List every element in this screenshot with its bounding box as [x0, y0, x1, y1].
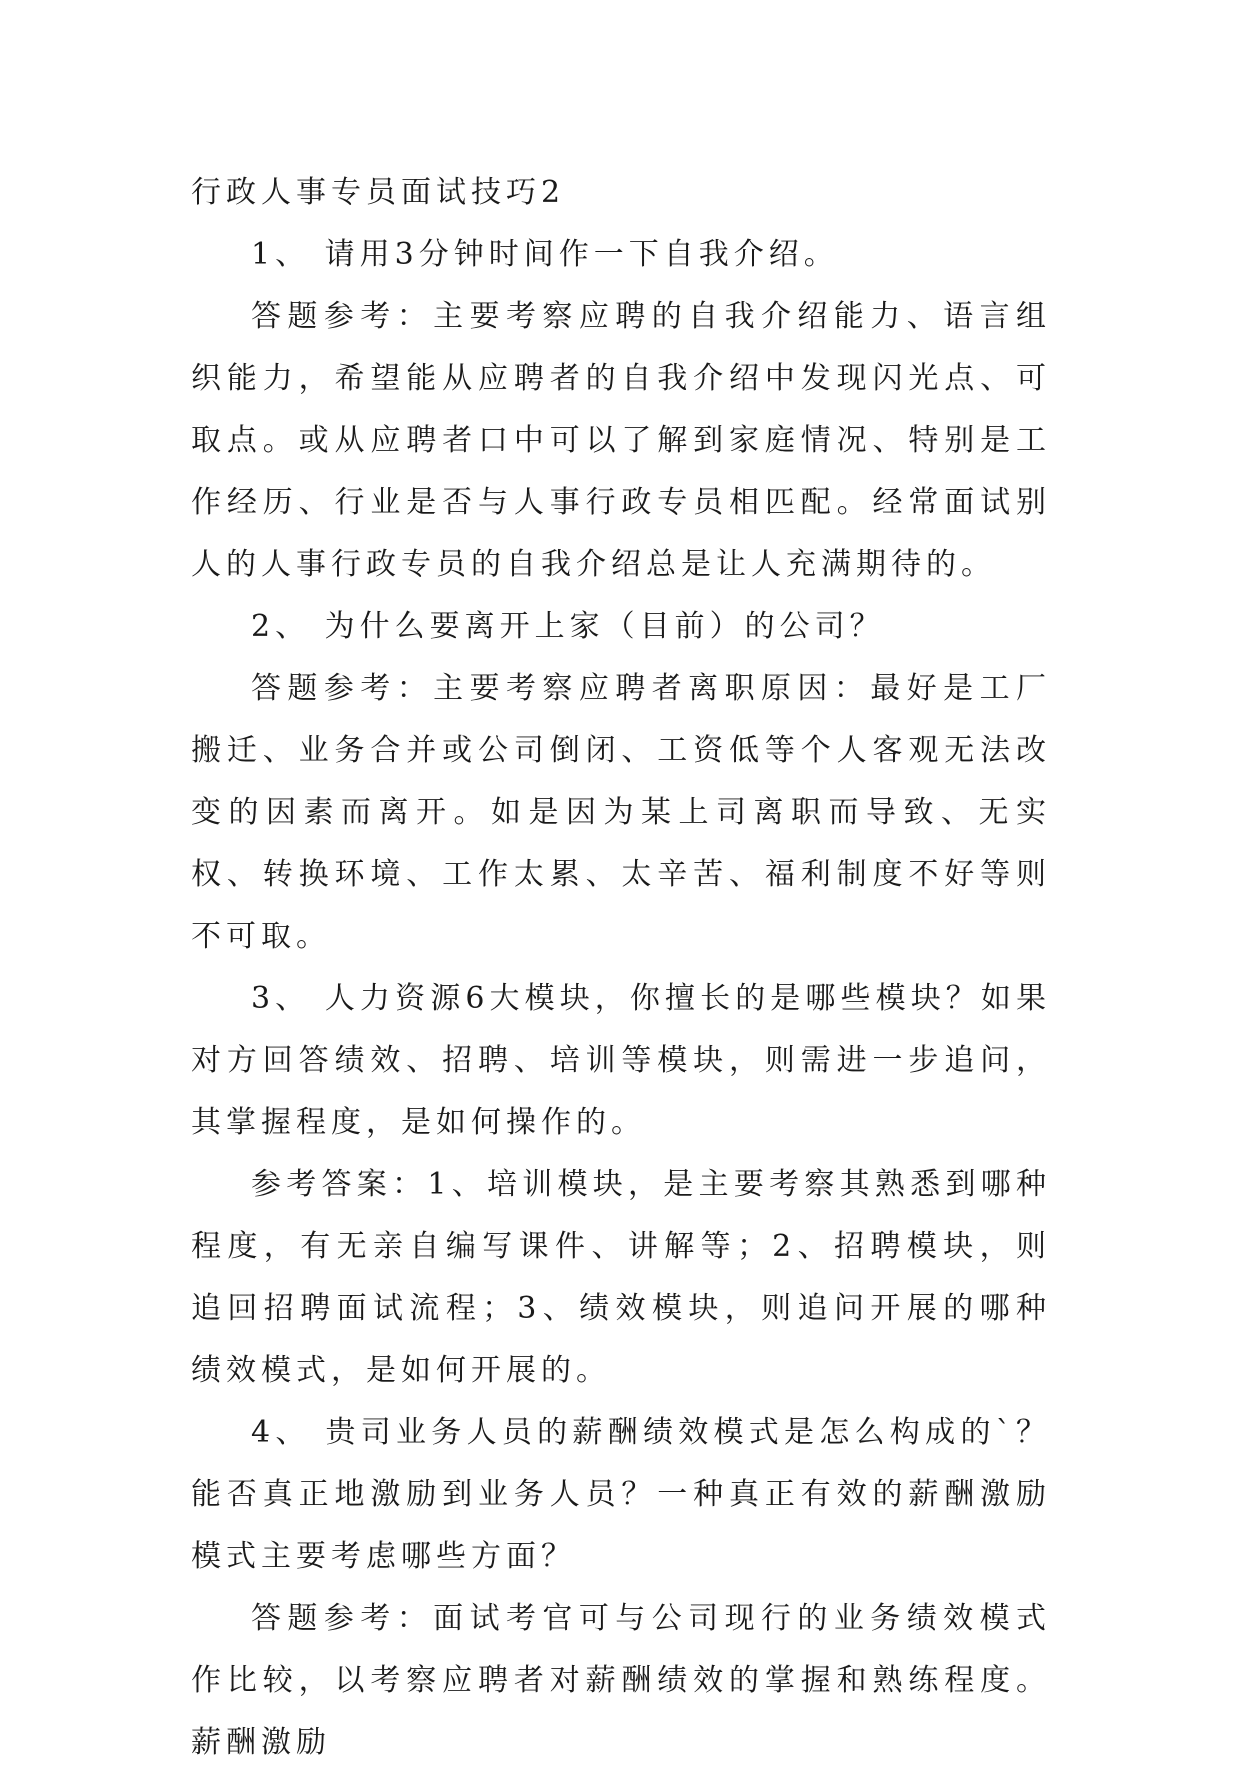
question-3: 3、 人力资源6大模块，你擅长的是哪些模块？如果对方回答绩效、招聘、培训等模块，则需进一步追问，其掌握程度，是如何操作的。 — [191, 981, 1051, 1140]
document-body — [191, 162, 1051, 1774]
answer-4: 答题参考：面试考官可与公司现行的业务绩效模式作比较，以考察应聘者对薪酬绩效的掌握和熟练程度。薪酬激励 — [191, 1601, 1051, 1760]
document-title: 行政人事专员面试技巧2 — [191, 175, 566, 210]
answer-3: 参考答案：1、培训模块，是主要考察其熟悉到哪种程度，有无亲自编写课件、讲解等；2、招聘模块，则追回招聘面试流程；3、绩效模块，则追问开展的哪种绩效模式，是如何开展的。 — [191, 1167, 1051, 1388]
question-2: 2、 为什么要离开上家（目前）的公司？ — [251, 609, 885, 644]
answer-1: 答题参考：主要考察应聘的自我介绍能力、语言组织能力，希望能从应聘者的自我介绍中发现闪光点、可取点。或从应聘者口中可以了解到家庭情况、特别是工作经历、行业是否与人事行政专员相匹配。经常面试别人的人事行政专员的自我介绍总是让人充满期待的。 — [191, 299, 1051, 582]
answer-2: 答题参考：主要考察应聘者离职原因：最好是工厂搬迁、业务合并或公司倒闭、工资低等个人客观无法改变的因素而离开。如是因为某上司离职而导致、无实权、转换环境、工作太累、太辛苦、福利制度不好等则不可取。 — [191, 671, 1051, 954]
question-1: 1、 请用3分钟时间作一下自我介绍。 — [251, 237, 839, 272]
question-4: 4、 贵司业务人员的薪酬绩效模式是怎么构成的`？能否真正地激励到业务人员？一种真正有效的薪酬激励模式主要考虑哪些方面？ — [191, 1415, 1051, 1574]
